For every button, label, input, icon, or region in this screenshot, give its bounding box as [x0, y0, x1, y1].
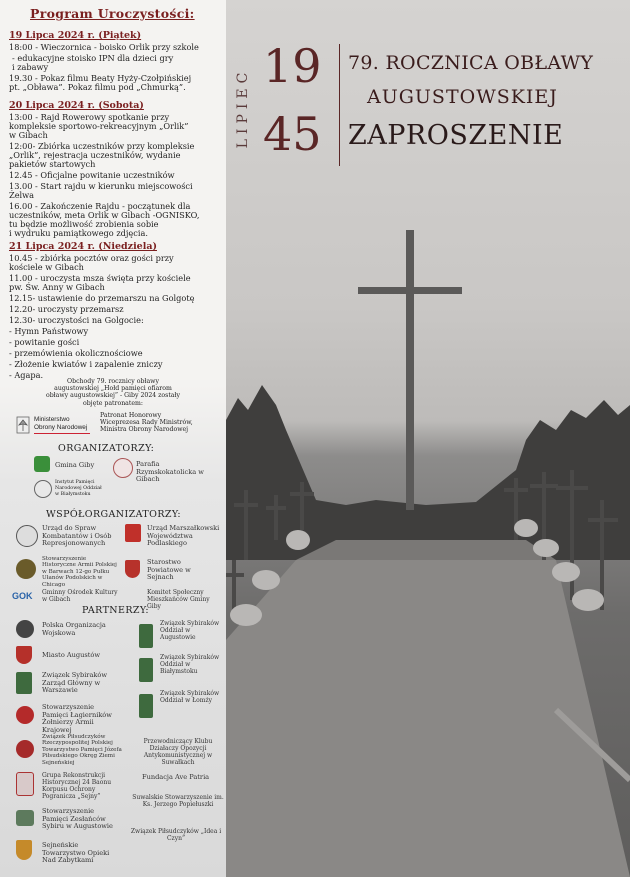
coorganizer-5: Gminny Ośrodek Kultury w Gibach	[42, 589, 118, 603]
partner-left-3: Związek Sybiraków Zarząd Główny w Warszawie	[42, 671, 107, 695]
ministry-name: Obrony Narodowej	[34, 424, 88, 431]
marshal-office-icon	[125, 524, 141, 542]
ministry-underline	[34, 433, 90, 434]
patronage-line: augustowskiej „Hołd pamięci ofiarom	[54, 385, 172, 393]
anniversary-line-1: 79. ROCZNICA OBŁAWY	[348, 52, 594, 74]
patronage-line: objęte patronatem:	[83, 399, 143, 407]
sybiracy-augustow-icon	[139, 624, 153, 648]
program-item: 11.00 - uroczysta msza święta przy kościele	[9, 273, 191, 283]
pilsudczycy-emblem-icon	[16, 740, 34, 758]
ipn-emblem-icon	[34, 480, 52, 498]
program-item: 13:00 - Rajd Rowerowy spotkanie przy	[9, 112, 170, 122]
coorganizer-6: Komitet Społeczny Mieszkańców Gminy Giby	[147, 589, 210, 610]
program-item: uczestników, meta Orlik w Gibach -OGNISKO,	[9, 210, 200, 220]
organizer-ipn: Instytut Pamięci Narodowej Oddział w Białymstoku	[55, 480, 102, 497]
giby-emblem-icon	[34, 456, 50, 472]
program-item: - przemówienia okolicznościowe	[9, 348, 143, 358]
partner-left-6: Grupa Rekonstrukcji Historycznej 24 Baonu Korpusu Ochrony Pogranicza „Sejny”	[42, 772, 112, 800]
month-vertical	[233, 52, 255, 172]
invitation-title: ZAPROSZENIE	[348, 120, 564, 151]
cross-beam	[358, 287, 462, 294]
patronage-line: obławy augustowskiej” - Giby 2024 zostały	[45, 392, 180, 400]
augustow-emblem-icon	[16, 646, 32, 664]
month-label: LIPIEC	[235, 67, 251, 149]
program-item: 10.45 - zbiórka pocztów oraz gości przy	[9, 253, 174, 263]
partner-right-2: Związek Sybiraków Oddział w Białymstoku	[160, 654, 220, 675]
program-item: 16.00 - Zakończenie Rajdu - początunek dla	[9, 201, 191, 211]
partner-left-2: Miasto Augustów	[42, 651, 101, 659]
ministry-logo	[16, 414, 92, 436]
coorganizer-1: Urząd do Spraw Kombatantów i Osób Represjonowanych	[42, 524, 112, 548]
eagle-emblem-icon	[16, 416, 30, 434]
program-item: i zabawy	[12, 62, 49, 72]
honor-line: Patronat Honorowy	[100, 412, 162, 419]
program-item: Żelwa	[9, 190, 35, 200]
program-item: w Gibach	[9, 130, 48, 140]
sybiracy-bialystok-icon	[139, 658, 153, 682]
partner-left-5: Związek Piłsudczyków Rzeczypospolitej Polskiej Towarzystwo Pamięci Józefa Piłsudskiego Okręg Ziemi Sejneńskiej	[42, 734, 122, 766]
program-item: „Orlik”, rejestracja uczestników, wydanie	[9, 150, 181, 160]
partner-left-1: Polska Organizacja Wojskowa	[42, 621, 106, 637]
anniversary-line-2: AUGUSTOWSKIEJ	[367, 86, 558, 108]
partner-right-4: Przewodniczący Klubu Działaczy Opozycji Antykomunistycznej w Suwałkach	[143, 738, 213, 766]
program-item: - powitanie gości	[9, 337, 80, 347]
program-item: 18:00 - Wieczornica - boisko Orlik przy szkole	[9, 42, 199, 52]
program-item: 12.20- uroczysty przemarsz	[9, 304, 124, 314]
partner-left-4: Stowarzyszenie Pamięci Łagierników Żołnierzy Armii Krajowej	[42, 703, 112, 734]
kop-emblem-icon	[16, 772, 34, 796]
program-item: 12:00- Zbiórka uczestników przy kompleksie	[9, 141, 195, 151]
program-item: - Hymn Państwowy	[9, 326, 89, 336]
partners-heading: PARTNERZY:	[82, 605, 150, 616]
zeslancy-emblem-icon	[16, 810, 34, 826]
program-item: 19.30 - Pokaz filmu Beaty Hyży-Czołpińskiej	[9, 73, 192, 83]
program-item: pw. Św. Anny w Gibach	[9, 282, 105, 292]
organizer-giby: Gmina Giby	[55, 461, 95, 469]
program-item: 13.00 - Start rajdu w kierunku miejscowości	[9, 181, 193, 191]
day-3-date: 21 Lipca 2024 r. (Niedziela)	[9, 241, 157, 252]
partner-left-8: Sejneńskie Towarzystwo Opieki Nad Zabytkami	[42, 841, 110, 865]
partner-right-1: Związek Sybiraków Oddział w Augustowie	[160, 620, 220, 641]
program-item: - Agapa.	[9, 370, 44, 380]
organizers-heading: ORGANIZATORZY:	[58, 443, 155, 454]
honor-line: Wiceprezesa Rady Ministrów,	[100, 419, 193, 427]
program-item: pakietów startowych	[9, 159, 96, 169]
program-item: - edukacyjne stoisko IPN dla dzieci gry	[12, 53, 174, 63]
honor-line: Ministra Obrony Narodowej	[100, 426, 189, 434]
ministry-name: Ministerstwo	[34, 416, 70, 423]
sejny-monuments-icon	[16, 840, 32, 860]
day-1-date: 19 Lipca 2024 r. (Piątek)	[9, 30, 142, 41]
coorganizer-2: Urząd Marszałkowski Województwa Podlaskiego	[147, 524, 220, 548]
program-item: kompleksie sportowo-rekreacyjnym „Orlik”	[9, 121, 189, 131]
lagiernicy-emblem-icon	[16, 706, 34, 724]
parish-emblem-icon	[113, 458, 133, 478]
program-item: - Złożenie kwiatów i zapalenie zniczy	[9, 359, 163, 369]
partner-right-7: Związek Piłsudczyków „Idea i Czyn”	[130, 828, 222, 842]
title-divider	[339, 44, 340, 166]
year-bottom: 45	[263, 107, 322, 161]
organizer-parish: Parafia Rzymskokatolicka w Gibach	[136, 460, 204, 484]
program-item: 12.45 - Oficjalne powitanie uczestników	[9, 170, 175, 180]
cross-post	[406, 230, 414, 510]
program-item: tu będzie możliwość zrobienia sobie	[9, 219, 159, 229]
honorary-patronage	[100, 412, 193, 434]
program-item: 12.15- ustawienie do przemarszu na Golgotę	[9, 293, 195, 303]
partner-left-7: Stowarzyszenie Pamięci Zesłańców Sybiru w Augustowie	[42, 807, 113, 831]
program-title: Program Uroczystości:	[30, 6, 195, 21]
sybiracy-main-icon	[16, 672, 32, 694]
udskior-emblem-icon	[16, 525, 38, 547]
partner-right-5: Fundacja Ave Patria	[142, 773, 210, 781]
program-item: kościele w Gibach	[9, 262, 84, 272]
partner-right-6: Suwalskie Stowarzyszenie im. Ks. Jerzego Popiełuszki	[132, 794, 224, 808]
partner-right-3: Związek Sybiraków Oddział w Łomży	[160, 690, 220, 704]
coorganizers-heading: WSPÓŁORGANIZATORZY:	[46, 509, 181, 520]
program-item: i wydruku pamiątkowego zdjęcia.	[9, 228, 148, 238]
coorganizer-4: Starostwo Powiatowe w Sejnach	[147, 558, 191, 582]
day-2-date: 20 Lipca 2024 r. (Sobota)	[9, 100, 144, 111]
county-emblem-icon	[125, 560, 140, 578]
lancers-emblem-icon	[16, 559, 36, 579]
year-top: 19	[263, 39, 322, 93]
patronage-line: Obchody 79. rocznicy obławy	[67, 378, 159, 385]
coorganizer-3: Stowarzyszenie Historyczne Armii Polskiej w Barwach 12-go Pułku Ułanów Podolskich w Chicago	[42, 556, 117, 588]
program-item: pt. „Obława”. Pokaz filmu pod „Chmurką”.	[9, 82, 186, 92]
pow-emblem-icon	[16, 620, 34, 638]
gok-logo-icon: GOK	[12, 591, 33, 601]
program-item: 12.30- uroczystości na Golgocie:	[9, 315, 144, 325]
patronage-note	[0, 378, 226, 407]
sybiracy-lomza-icon	[139, 694, 153, 718]
